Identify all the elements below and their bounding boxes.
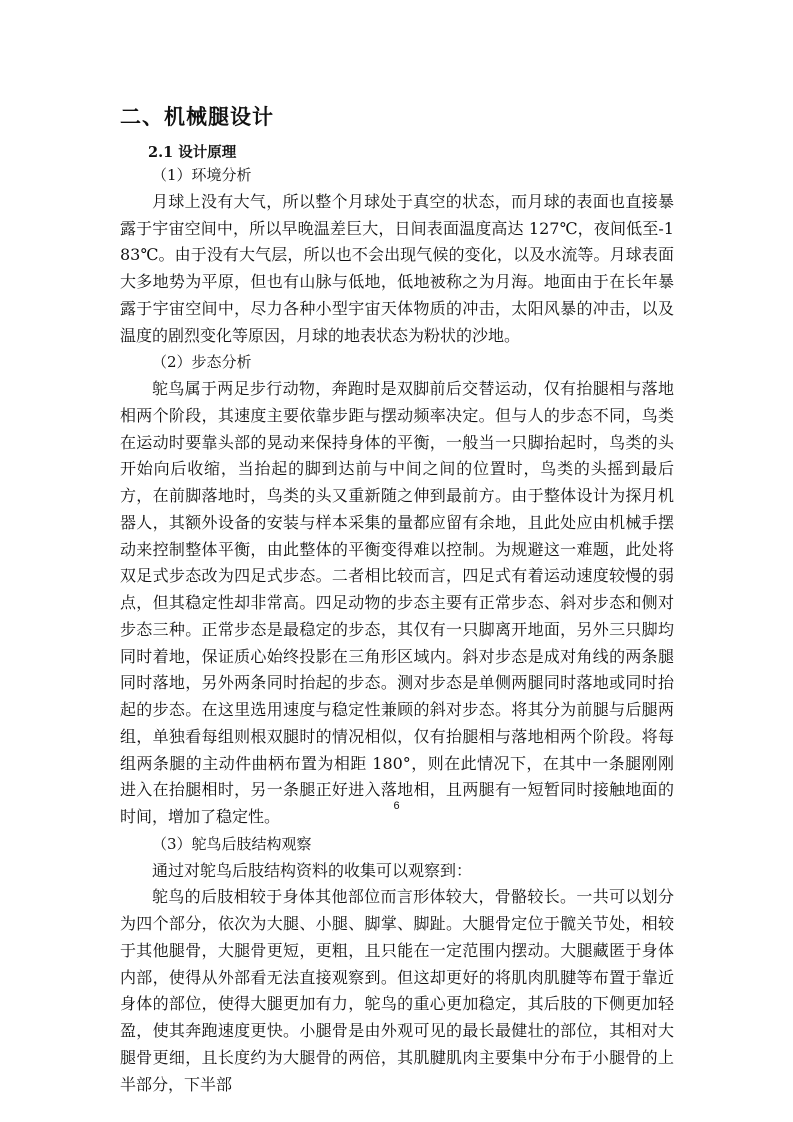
subsection-heading-hindlimb: （3）鸵鸟后肢结构观察 xyxy=(152,834,312,853)
body-text xyxy=(120,162,674,1098)
paragraph-gait: 鸵鸟属于两足步行动物，奔跑时是双脚前后交替运动，仅有抬腿相与落地相两个阶段，其速度主要依靠步距与摆动频率决定。但与人的步态不同，鸟类在运动时要靠头部的晃动来保持身体的平衡，一般当一只脚抬起时，鸟类的头开始向后收缩，当抬起的脚到达前与中间之间的位置时，鸟类的头摇到最后方，在前脚落地时，鸟类的头又重新随之伸到最前方。由于整体设计为探月机器人，其额外设备的安装与样本采集的量都应留有余地，且此处应由机械手摆动来控制整体平衡，由此整体的平衡变得难以控制。为规避这一难题，此处将双足式步态改为四足式步态。二者相比较而言，四足式有着运动速度较慢的弱点，但其稳定性却非常高。四足动物的步态主要有正常步态、斜对步态和侧对步态三种。正常步态是最稳定的步态，其仅有一只脚离开地面，另外三只脚均同时着地，保证质心始终投影在三角形区域内。斜对步态是成对角线的两条腿同时落地，另外两条同时抬起的步态。测对步态是单侧两腿同时落地或同时抬起的步态。在这里选用速度与稳定性兼顾的斜对步态。将其分为前腿与后腿两组，单独看每组则根双腿时的情况相似，仅有抬腿相与落地相两个阶段。将每组两条腿的主动件曲柄布置为相距 180°，则在此情况下，在其中一条腿刚刚进入在抬腿相时，另一条腿正好进入落地相，且两腿有一短暂同时接触地面的时间，增加了稳定性。 xyxy=(120,379,674,826)
paragraph-hindlimb-intro: 通过对鸵鸟后肢结构资料的收集可以观察到： xyxy=(152,860,473,880)
paragraph-hindlimb: 鸵鸟的后肢相较于身体其他部位而言形体较大，骨骼较长。一共可以划分为四个部分，依次为大腿、小腿、脚掌、脚趾。大腿骨定位于髋关节处，相较于其他腿骨，大腿骨更短，更粗，且只能在一定范围内摆动。大腿藏匿于身体内部，使得从外部看无法直接观察到。但这却更好的将肌肉肌腱等布置于靠近身体的部位，使得大腿更加有力，鸵鸟的重心更加稳定，其后肢的下侧更加轻盈，使其奔跑速度更快。小腿骨是由外观可见的最长最健壮的部位，其相对大腿骨更细，且长度约为大腿骨的两倍，其肌腱肌肉主要集中分布于小腿骨的上半部分，下半部 xyxy=(120,887,674,1094)
paragraph-environment: 月球上没有大气，所以整个月球处于真空的状态，而月球的表面也直接暴露于宇宙空间中，所以早晚温差巨大，日间表面温度高达 127℃，夜间低至-183℃。由于没有大气层，所以也不会出现气候的变化，以及水流等。月球表面大多地势为平原，但也有山脉与低地，低地被称之为月海。地面由于在长年暴露于宇宙空间中，尽力各种小型宇宙天体物质的冲击，太阳风暴的冲击，以及温度的剧烈变化等原因，月球的地表状态为粉状的沙地。 xyxy=(120,191,674,345)
section-heading: 2.1 设计原理 xyxy=(148,144,237,161)
subsection-heading-environment: （1）环境分析 xyxy=(152,166,252,184)
subsection-heading-gait: （2）步态分析 xyxy=(152,353,252,372)
chapter-heading: 二、机械腿设计 xyxy=(120,105,274,129)
page-number: 6 xyxy=(393,800,400,812)
